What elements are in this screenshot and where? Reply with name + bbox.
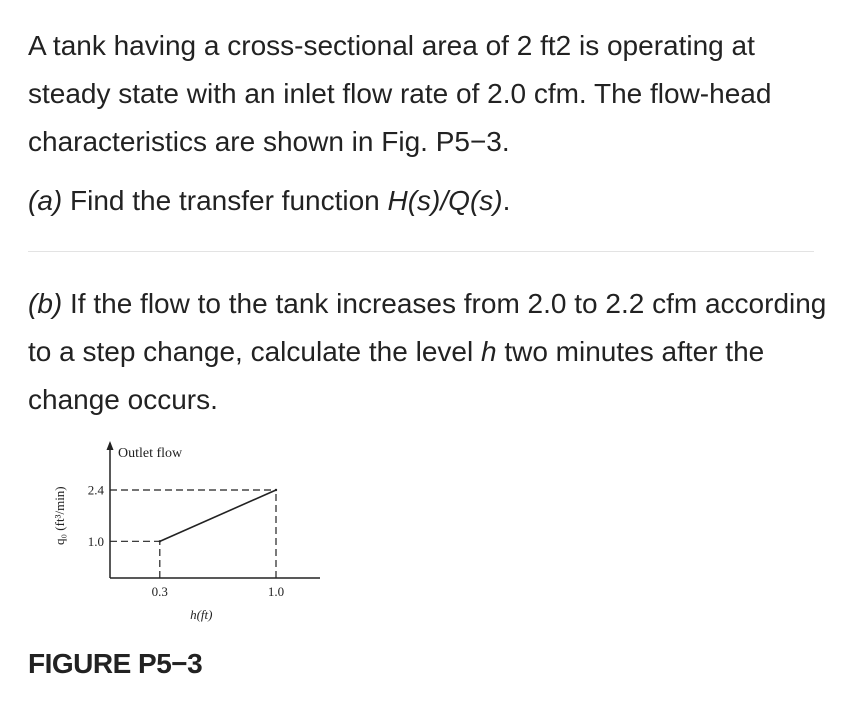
x-axis-label: h(ft) — [190, 607, 213, 622]
series-line-1 — [160, 490, 276, 541]
part-a — [28, 177, 828, 225]
part-b-text-post: two minutes after the change occurs. — [28, 336, 765, 415]
y-tick-label-1: 2.4 — [87, 482, 104, 498]
problem-intro: A tank having a cross-sectional area of 2 ft2 is operating at steady state with an inlet flow rate of 2.0 cfm. The flow-head characteristics are shown in Fig. P5−3. — [28, 30, 772, 157]
part-b — [28, 280, 828, 424]
y-axis-label: q₀ (ft³/min) — [52, 486, 67, 545]
part-a-math: H(s)/Q(s) — [387, 185, 503, 216]
y-tick-label-2: 1.0 — [87, 533, 104, 549]
flow-head-chart — [40, 435, 320, 635]
section-divider — [28, 251, 814, 252]
y-axis-arrow — [107, 441, 114, 450]
figure-caption: FIGURE P5−3 — [28, 648, 203, 679]
x-tick-label-1: 0.3 — [151, 584, 168, 599]
part-b-math: h — [480, 336, 497, 367]
data-point-2 — [275, 489, 277, 491]
part-a-end: . — [502, 185, 511, 216]
chart-title: Outlet flow — [118, 446, 183, 461]
part-b-label: (b) — [28, 288, 63, 319]
part-a-label: (a) — [28, 185, 63, 216]
data-point-1 — [159, 540, 161, 542]
part-b-text: If the flow to the tank increases from 2.0 to 2.2 cfm according to a step change, calculate the level — [28, 288, 827, 367]
part-a-text: Find the transfer function — [62, 185, 388, 216]
x-tick-label-2: 1.0 — [267, 584, 285, 599]
